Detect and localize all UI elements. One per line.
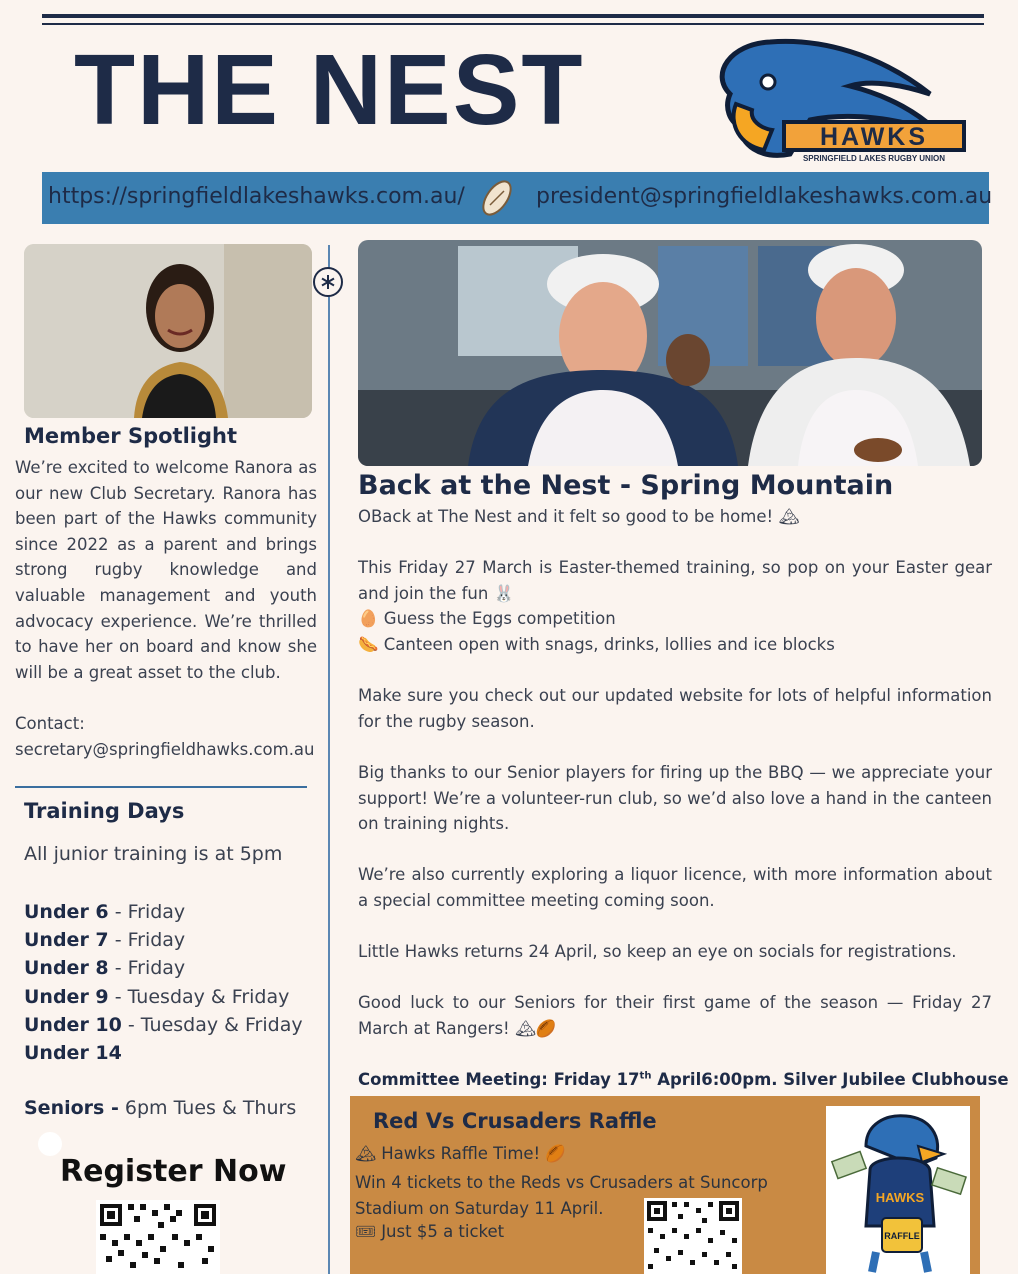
article-paragraph: This Friday 27 March is Easter-themed training, so pop on your Easter gear and join the fun 🐰 (358, 558, 992, 603)
contact-label: Contact: (15, 714, 85, 733)
article-paragraph: Little Hawks returns 24 April, so keep an eye on socials for registrations. (358, 942, 957, 962)
hawks-logo (700, 34, 968, 166)
training-row: Under 9 - Tuesday & Friday (24, 985, 290, 1008)
contact-link-bar (42, 172, 993, 224)
asterisk-circle-icon (312, 266, 344, 298)
left-section-divider (15, 786, 307, 788)
raffle-line-2: Win 4 tickets to the Reds vs Crusaders at Suncorp Stadium on Saturday 11 April. (355, 1173, 768, 1218)
secretary-email[interactable]: secretary@springfieldhawks.com.au (15, 740, 315, 759)
canteen-photo-illustration (358, 240, 982, 466)
rugby-ball-icon (476, 178, 518, 218)
article-paragraph: OBack at The Nest and it felt so good to be home! 🏔 (358, 507, 800, 526)
training-row: Under 6 - Friday (24, 901, 186, 923)
article-heading: Back at the Nest - Spring Mountain (358, 470, 894, 501)
decorative-dot (38, 1132, 62, 1156)
article-paragraph: Make sure you check out our updated website for lots of helpful information for the rugby season. (358, 686, 992, 731)
training-row: Under 7 - Friday (24, 929, 186, 952)
mascot-bucket-text: RAFFLE (884, 1231, 920, 1241)
raffle-qr-code[interactable] (644, 1198, 742, 1274)
training-row: Under 8 - Friday (24, 957, 186, 980)
top-rule-thin (42, 23, 984, 25)
raffle-line-3: 🎟 Just $5 a ticket (355, 1222, 505, 1241)
training-row: Under 10 - Tuesday & Friday (24, 1013, 303, 1036)
hawk-mascot-illustration (826, 1106, 970, 1274)
logo-subtext: SPRINGFIELD LAKES RUGBY UNION (802, 154, 946, 163)
member-spotlight-text: We’re excited to welcome Ranora as our new Club Secretary. Ranora has been part of the Hawks community since 2022 as a parent and brings strong rugby knowledge and valuable management and youth advocacy experience. We’re thrilled to have her on board and know she will be a great asset to the club. (15, 458, 317, 682)
article-body (358, 504, 992, 1041)
mascot-shirt-text: HAWKS (875, 1190, 925, 1205)
member-spotlight-photo (24, 244, 312, 418)
raffle-panel (350, 1096, 980, 1274)
newsletter-title: THE NEST (74, 34, 585, 146)
article-paragraph: Big thanks to our Senior players for firing up the BBQ — we appreciate your support! We’re a volunteer-run club, so we’d also love a hand in the canteen on training nights. (358, 762, 992, 834)
president-email-link[interactable]: president@springfieldlakeshawks.com.au (536, 184, 993, 209)
article-bullet: 🥚 Guess the Eggs competition (358, 609, 616, 629)
register-qr-code[interactable] (96, 1200, 220, 1274)
raffle-heading: Red Vs Crusaders Raffle (373, 1109, 657, 1133)
training-days-heading: Training Days (24, 799, 185, 823)
committee-meeting-notice: Committee Meeting: Friday 17th April6:00pm. Silver Jubilee Clubhouse (358, 1070, 1009, 1089)
member-spotlight-heading: Member Spotlight (24, 424, 238, 448)
logo-text: HAWKS (819, 123, 929, 151)
top-rule-thick (42, 14, 984, 18)
column-divider (328, 245, 330, 1274)
training-list (24, 898, 303, 1067)
raffle-line-1: 🏔 Hawks Raffle Time! 🏉 (355, 1144, 566, 1163)
article-paragraph: We’re also currently exploring a liquor licence, with more information about a special committee meeting coming soon. (358, 865, 992, 910)
register-now-heading: Register Now (60, 1154, 287, 1189)
website-link[interactable]: https://springfieldlakeshawks.com.au/ (48, 184, 465, 209)
training-row: Under 14 (24, 1042, 122, 1065)
training-note: All junior training is at 5pm (24, 843, 283, 865)
article-paragraph: Good luck to our Seniors for their first game of the season — Friday 27 March at Rangers! 🏔🏉 (358, 993, 992, 1038)
article-bullet: 🌭 Canteen open with snags, drinks, lollies and ice blocks (358, 634, 835, 654)
seniors-training: Seniors - 6pm Tues & Thurs (24, 1097, 297, 1119)
canteen-volunteers-photo (358, 240, 982, 466)
portrait-illustration (24, 244, 312, 418)
